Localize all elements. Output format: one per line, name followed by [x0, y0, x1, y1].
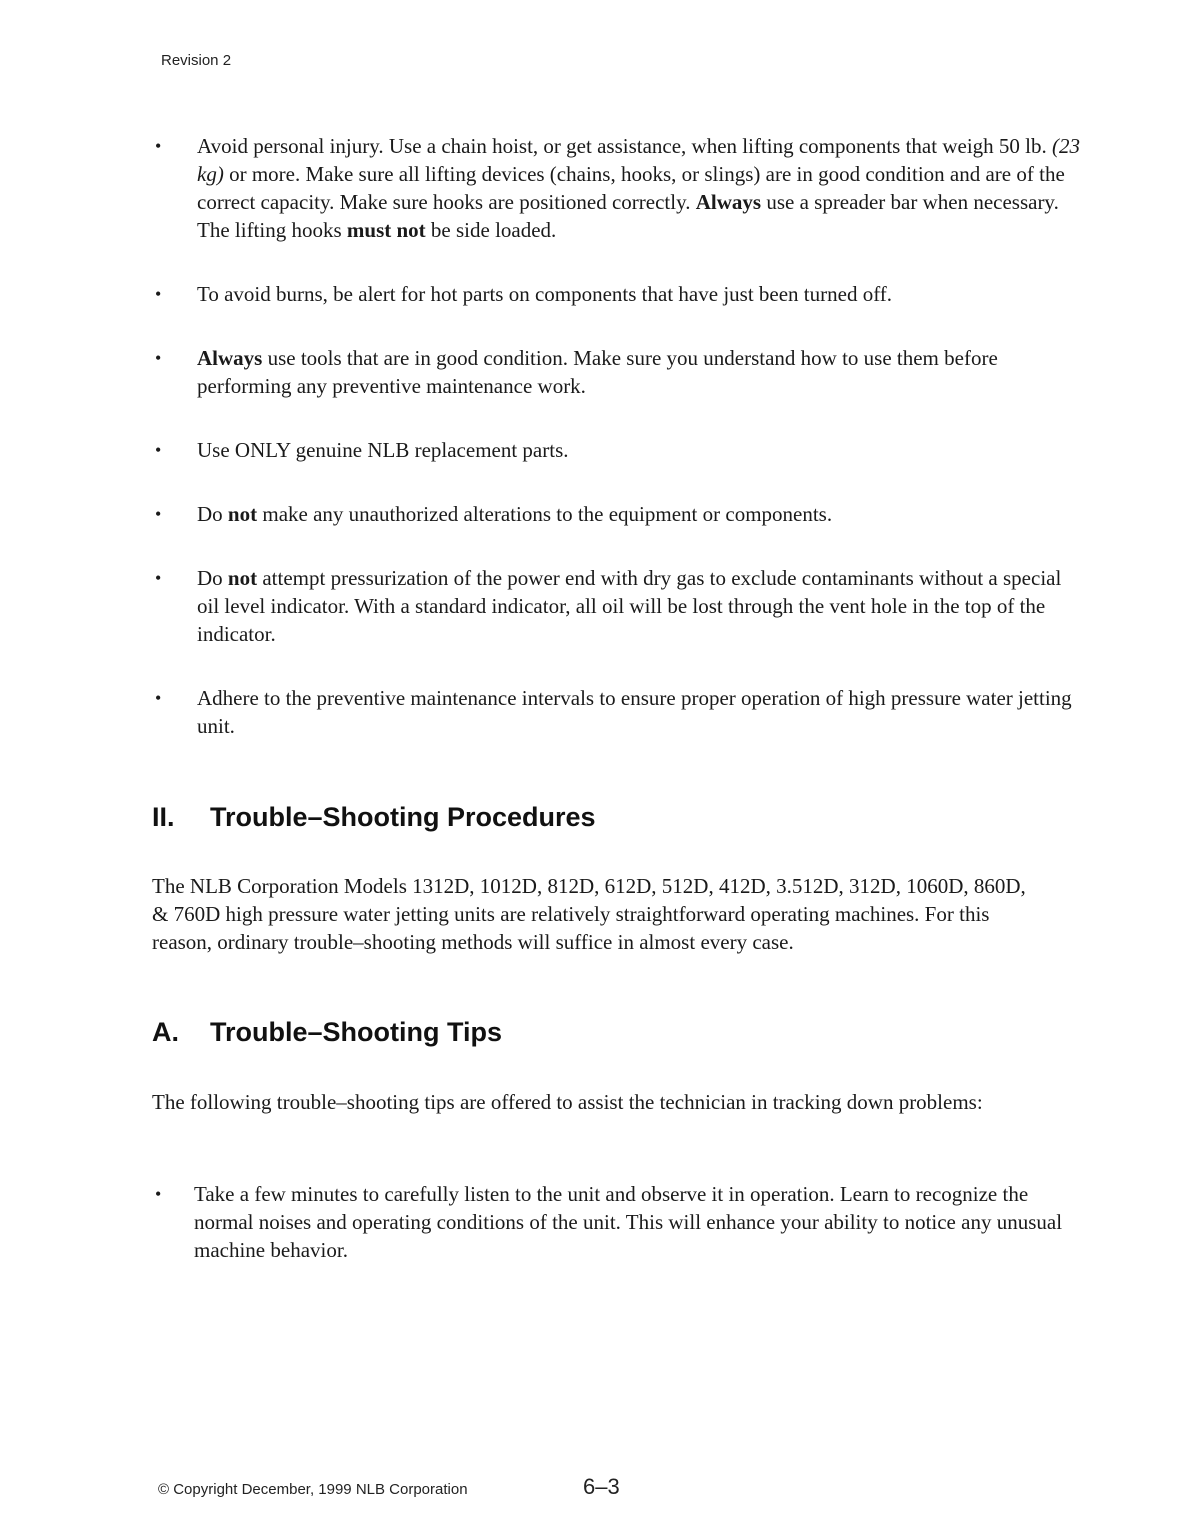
tips-paragraph: The following trouble–shooting tips are offered to assist the technician in tracking down problems: — [152, 1090, 983, 1114]
copyright-notice: © Copyright December, 1999 NLB Corporation — [158, 1481, 468, 1498]
bullet-icon: • — [155, 568, 162, 588]
bullet-icon: • — [155, 136, 162, 156]
bullet-icon: • — [155, 284, 162, 304]
list-item: • Adhere to the preventive maintenance intervals to ensure proper operation of high pressure water jetting unit. — [155, 686, 1072, 738]
page-number: 6–3 — [583, 1474, 620, 1499]
list-item: • Always use tools that are in good condition. Make sure you understand how to use them before performing any preventive maintenance work. — [155, 346, 998, 398]
bullet-icon: • — [155, 348, 162, 368]
bullet-icon: • — [155, 440, 162, 460]
section-number: II. — [152, 802, 175, 832]
safety-bullet-list — [150, 132, 1080, 776]
list-item: • Do not make any unauthorized alterations to the equipment or components. — [155, 502, 833, 526]
section-title: Trouble–Shooting Tips — [210, 1017, 503, 1047]
section-number: A. — [152, 1017, 179, 1047]
tips-bullet-list — [150, 1180, 1080, 1300]
list-item: • Take a few minutes to carefully listen to the unit and observe it in operation. Learn to recognize the normal noises and operating conditions of the unit. This will enhance your ability to notice any unusual machine behavior. — [155, 1182, 1063, 1262]
list-item: • Avoid personal injury. Use a chain hoist, or get assistance, when lifting components that weigh 50 lb. (23 kg) or more. Make sure all lifting devices (chains, hooks, or slings) are in good condition and are of the correct capacity. Make sure hooks are positioned correctly. Always use a spreader bar when necessary. The lifting hooks must not be side loaded. — [155, 134, 1080, 242]
bullet-icon: • — [155, 1184, 162, 1204]
bullet-icon: • — [155, 504, 162, 524]
section-title: Trouble–Shooting Procedures — [210, 802, 596, 832]
list-item: • Use ONLY genuine NLB replacement parts. — [155, 438, 569, 462]
intro-paragraph: The NLB Corporation Models 1312D, 1012D, 812D, 612D, 512D, 412D, 3.512D, 312D, 1060D, 860D, & 760D high pressure water jetting units are relatively straightforward operating machines. For this reason, ordinary trouble–shooting methods will suffice in almost every case. — [152, 874, 1026, 954]
bullet-icon: • — [155, 688, 162, 708]
section-heading-troubleshooting-tips — [152, 1017, 502, 1048]
list-item: • To avoid burns, be alert for hot parts on components that have just been turned off. — [155, 282, 893, 306]
revision-label: Revision 2 — [161, 52, 232, 69]
section-heading-troubleshooting-procedures — [152, 802, 596, 833]
list-item: • Do not attempt pressurization of the power end with dry gas to exclude contaminants without a special oil level indicator. With a standard indicator, all oil will be lost through the vent hole in the top of the indicator. — [155, 566, 1062, 646]
